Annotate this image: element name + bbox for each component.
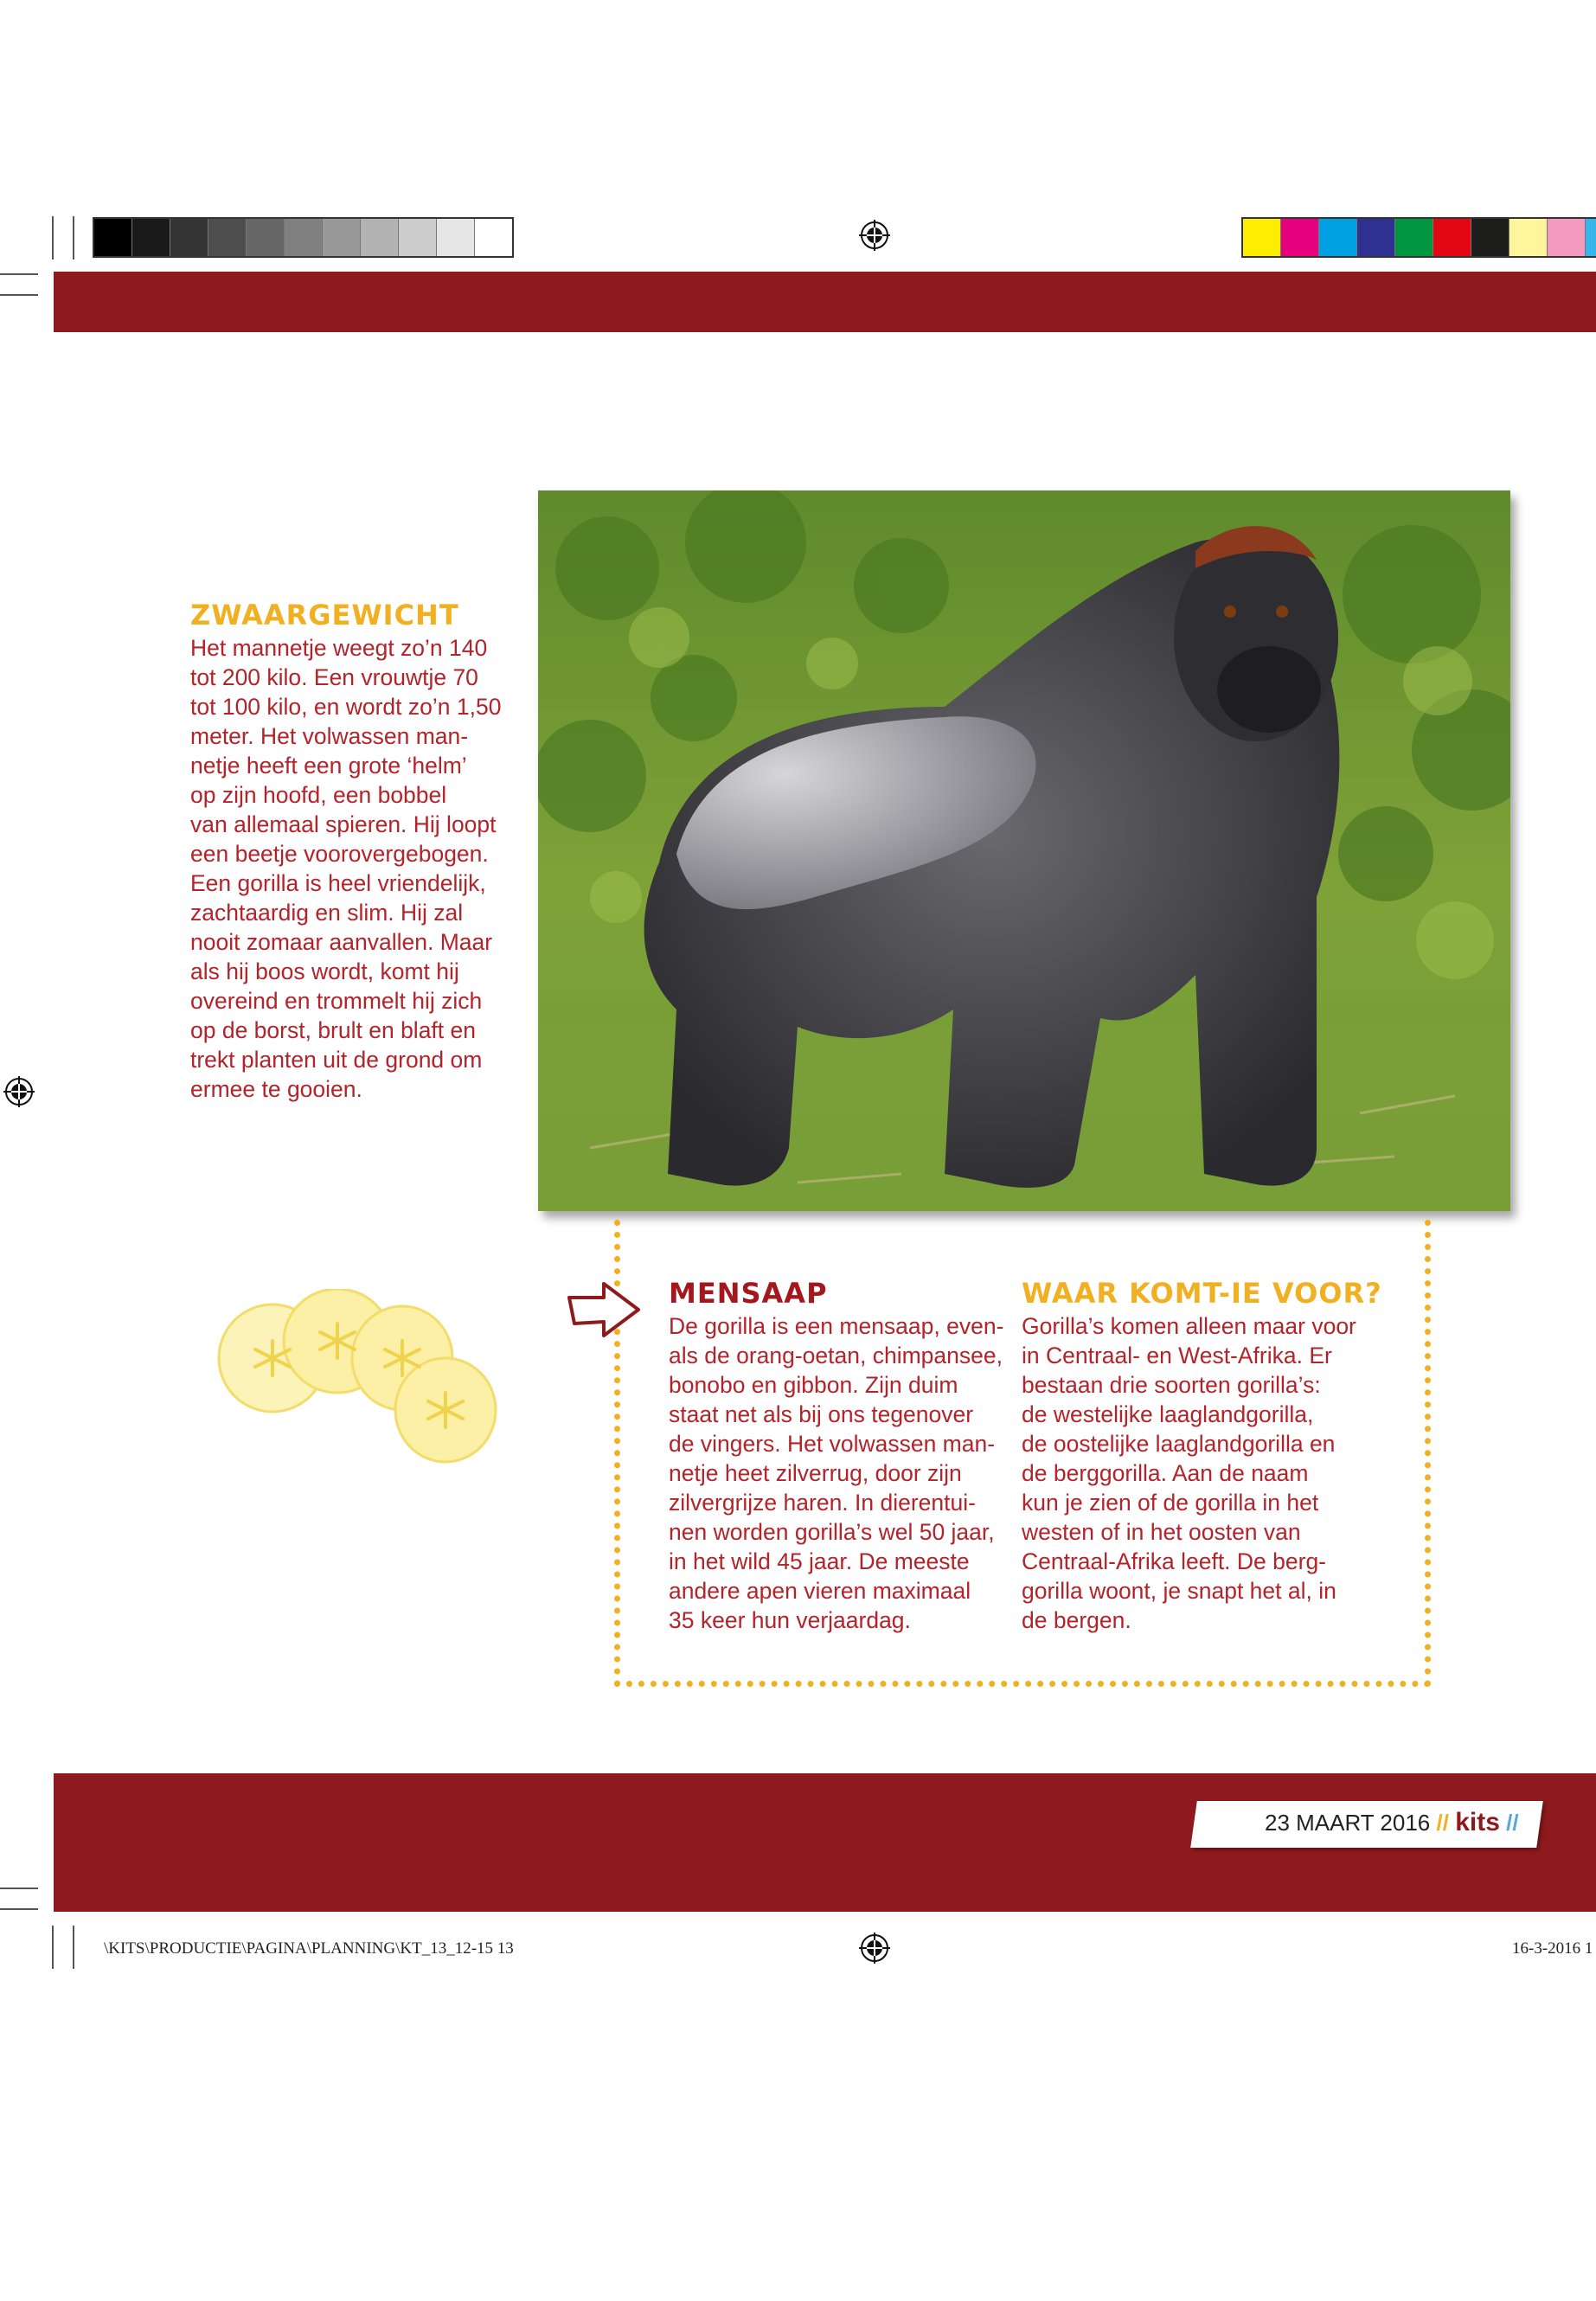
- color-swatch: [1243, 219, 1281, 256]
- color-swatch: [1586, 219, 1596, 256]
- crop-mark: [52, 216, 54, 260]
- color-swatch: [170, 219, 208, 256]
- footer-date: 23 MAART 2016: [1265, 1810, 1431, 1836]
- grey-color-bar: [93, 217, 514, 258]
- text-line: nen worden gorilla’s wel 50 jaar,: [669, 1519, 995, 1545]
- crop-mark: [0, 294, 38, 296]
- text-line: tot 100 kilo, en wordt zo’n 1,50: [190, 694, 502, 720]
- footer-tag-text: [1265, 1808, 1519, 1837]
- crop-mark: [0, 273, 38, 275]
- photo-frame: [538, 490, 1510, 1211]
- color-swatch: [399, 219, 437, 256]
- text-line: netje heet zilverrug, door zijn: [669, 1460, 962, 1486]
- color-swatch: [1395, 219, 1433, 256]
- registration-mark-icon: [3, 1076, 35, 1107]
- waar-komt-ie-voor-heading: WAAR KOMT-IE VOOR?: [1022, 1277, 1382, 1310]
- text-line: de bergen.: [1022, 1607, 1131, 1633]
- text-line: Gorilla’s komen alleen maar voor: [1022, 1313, 1356, 1339]
- text-line: andere apen vieren maximaal: [669, 1578, 971, 1604]
- text-line: kun je zien of de gorilla in het: [1022, 1490, 1319, 1516]
- crop-mark: [0, 1888, 38, 1889]
- footer-separator-end: //: [1506, 1810, 1519, 1836]
- zwaargewicht-text: [190, 633, 501, 1104]
- process-color-bar: [1241, 217, 1596, 258]
- color-swatch: [208, 219, 247, 256]
- text-line: de vingers. Het volwassen man-: [669, 1431, 996, 1457]
- text-line: tot 200 kilo. Een vrouwtje 70: [190, 664, 478, 690]
- slug-date: 16-3-2016 1: [1512, 1939, 1593, 1958]
- color-swatch: [1548, 219, 1586, 256]
- text-line: Een gorilla is heel vriendelijk,: [190, 870, 486, 896]
- text-line: de westelijke laaglandgorilla,: [1022, 1401, 1314, 1427]
- color-swatch: [132, 219, 170, 256]
- waar-komt-ie-voor-text: [1022, 1311, 1356, 1635]
- crop-mark: [52, 1926, 54, 1969]
- text-line: ermee te gooien.: [190, 1076, 362, 1102]
- text-line: 35 keer hun verjaardag.: [669, 1607, 911, 1633]
- text-line: Het mannetje weegt zo’n 140: [190, 635, 488, 661]
- color-swatch: [1357, 219, 1395, 256]
- crop-mark: [0, 1908, 38, 1910]
- text-line: op zijn hoofd, een bobbel: [190, 782, 447, 808]
- footer-separator: //: [1436, 1810, 1449, 1836]
- text-line: nooit zomaar aanvallen. Maar: [190, 929, 493, 955]
- text-line: gorilla woont, je snapt het al, in: [1022, 1578, 1336, 1604]
- text-line: van allemaal spieren. Hij loopt: [190, 811, 497, 837]
- registration-mark-icon: [859, 1932, 890, 1964]
- color-swatch: [437, 219, 475, 256]
- text-line: overeind en trommelt hij zich: [190, 988, 483, 1014]
- outline-arrow-icon: [566, 1279, 644, 1341]
- text-line: de oostelijke laaglandgorilla en: [1022, 1431, 1336, 1457]
- text-line: in Centraal- en West-Afrika. Er: [1022, 1343, 1332, 1368]
- text-line: als hij boos wordt, komt hij: [190, 958, 459, 984]
- mensaap-text: [669, 1311, 1003, 1635]
- color-swatch: [475, 219, 512, 256]
- text-line: De gorilla is een mensaap, even-: [669, 1313, 1004, 1339]
- text-line: de berggorilla. Aan de naam: [1022, 1460, 1309, 1486]
- color-swatch: [361, 219, 399, 256]
- text-line: als de orang-oetan, chimpansee,: [669, 1343, 1003, 1368]
- footer-brand: kits: [1455, 1808, 1500, 1836]
- gorilla-photo: [538, 490, 1510, 1211]
- color-swatch: [1471, 219, 1509, 256]
- text-line: bonobo en gibbon. Zijn duim: [669, 1372, 958, 1398]
- color-swatch: [323, 219, 361, 256]
- zwaargewicht-heading: ZWAARGEWICHT: [190, 599, 459, 631]
- text-line: in het wild 45 jaar. De meeste: [669, 1548, 970, 1574]
- color-swatch: [1281, 219, 1319, 256]
- banana-slices-icon: [216, 1289, 502, 1471]
- text-line: staat net als bij ons tegenover: [669, 1401, 974, 1427]
- top-band: [54, 272, 1596, 332]
- registration-mark-icon: [859, 220, 890, 251]
- color-swatch: [247, 219, 285, 256]
- crop-mark: [73, 216, 74, 260]
- text-line: westen of in het oosten van: [1022, 1519, 1301, 1545]
- mensaap-heading: MENSAAP: [669, 1277, 828, 1310]
- text-line: bestaan drie soorten gorilla’s:: [1022, 1372, 1321, 1398]
- text-line: zachtaardig en slim. Hij zal: [190, 900, 464, 926]
- color-swatch: [1319, 219, 1357, 256]
- slug-path: \KITS\PRODUCTIE\PAGINA\PLANNING\KT_13_12-15 13: [104, 1939, 514, 1958]
- color-swatch: [1509, 219, 1548, 256]
- color-swatch: [94, 219, 132, 256]
- color-swatch: [1433, 219, 1471, 256]
- text-line: een beetje voorovergebogen.: [190, 841, 489, 867]
- text-line: netje heeft een grote ‘helm’: [190, 753, 467, 779]
- text-line: trekt planten uit de grond om: [190, 1047, 483, 1073]
- text-line: zilvergrijze haren. In dierentui-: [669, 1490, 976, 1516]
- text-line: Centraal-Afrika leeft. De berg-: [1022, 1548, 1327, 1574]
- crop-mark: [73, 1926, 74, 1969]
- text-line: op de borst, brult en blaft en: [190, 1017, 476, 1043]
- color-swatch: [285, 219, 323, 256]
- text-line: meter. Het volwassen man-: [190, 723, 469, 749]
